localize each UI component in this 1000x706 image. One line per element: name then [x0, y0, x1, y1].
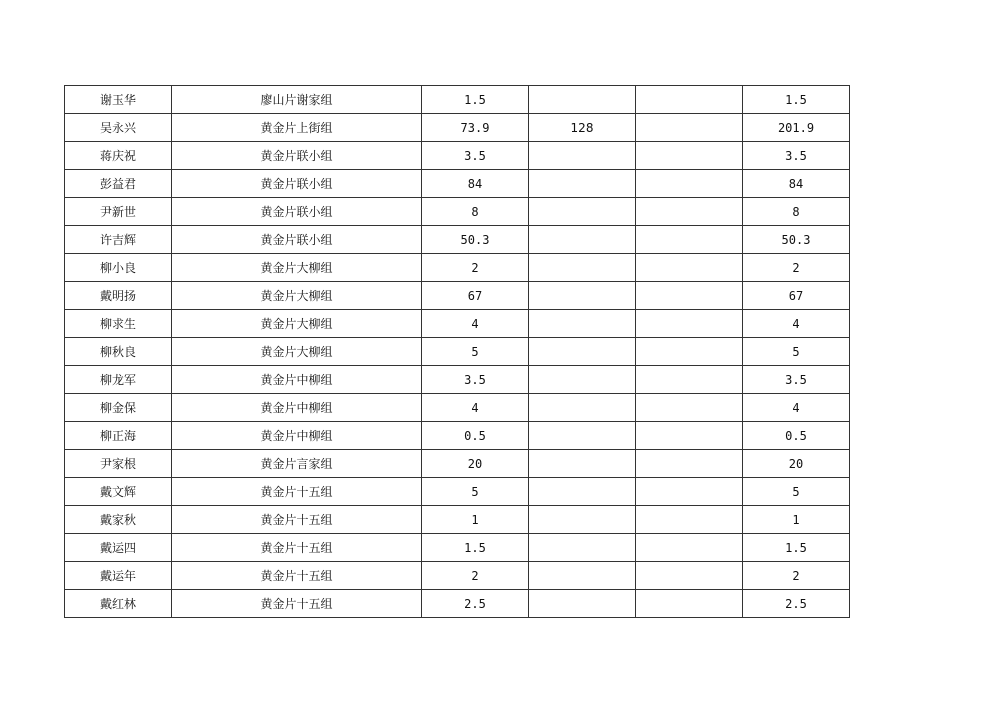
total-cell: 2 — [743, 254, 850, 282]
table-row — [65, 86, 850, 114]
value-b-cell — [529, 366, 636, 394]
total-cell: 1.5 — [743, 86, 850, 114]
total-cell: 5 — [743, 338, 850, 366]
name-cell: 柳正海 — [65, 422, 172, 450]
name-cell: 吴永兴 — [65, 114, 172, 142]
value-a-cell: 4 — [422, 310, 529, 338]
location-cell: 黄金片联小组 — [172, 170, 422, 198]
value-a-cell: 73.9 — [422, 114, 529, 142]
value-b-cell — [529, 170, 636, 198]
location-cell: 黄金片大柳组 — [172, 310, 422, 338]
total-cell: 201.9 — [743, 114, 850, 142]
table-row — [65, 562, 850, 590]
value-a-cell: 1.5 — [422, 86, 529, 114]
total-cell: 8 — [743, 198, 850, 226]
table-row — [65, 310, 850, 338]
table-row — [65, 338, 850, 366]
value-c-cell — [636, 86, 743, 114]
name-cell: 柳龙军 — [65, 366, 172, 394]
name-cell: 戴红林 — [65, 590, 172, 618]
value-b-cell — [529, 534, 636, 562]
value-c-cell — [636, 198, 743, 226]
location-cell: 黄金片十五组 — [172, 478, 422, 506]
name-cell: 戴文辉 — [65, 478, 172, 506]
name-cell: 彭益君 — [65, 170, 172, 198]
value-c-cell — [636, 366, 743, 394]
name-cell: 柳小良 — [65, 254, 172, 282]
total-cell: 3.5 — [743, 142, 850, 170]
value-c-cell — [636, 170, 743, 198]
name-cell: 戴家秋 — [65, 506, 172, 534]
location-cell: 黄金片十五组 — [172, 590, 422, 618]
total-cell: 67 — [743, 282, 850, 310]
value-c-cell — [636, 114, 743, 142]
location-cell: 黄金片中柳组 — [172, 422, 422, 450]
table-row — [65, 114, 850, 142]
value-b-cell — [529, 394, 636, 422]
value-a-cell: 5 — [422, 478, 529, 506]
value-b-cell — [529, 198, 636, 226]
value-c-cell — [636, 450, 743, 478]
total-cell: 84 — [743, 170, 850, 198]
value-a-cell: 0.5 — [422, 422, 529, 450]
value-c-cell — [636, 478, 743, 506]
name-cell: 戴运年 — [65, 562, 172, 590]
location-cell: 黄金片大柳组 — [172, 338, 422, 366]
total-cell: 2 — [743, 562, 850, 590]
table-row — [65, 478, 850, 506]
table-row — [65, 142, 850, 170]
total-cell: 1 — [743, 506, 850, 534]
name-cell: 蒋庆祝 — [65, 142, 172, 170]
table-row — [65, 590, 850, 618]
value-b-cell: 128 — [529, 114, 636, 142]
table-row — [65, 506, 850, 534]
name-cell: 许吉辉 — [65, 226, 172, 254]
value-b-cell — [529, 86, 636, 114]
total-cell: 0.5 — [743, 422, 850, 450]
table-row — [65, 282, 850, 310]
name-cell: 戴运四 — [65, 534, 172, 562]
name-cell: 尹新世 — [65, 198, 172, 226]
value-a-cell: 2 — [422, 254, 529, 282]
value-a-cell: 3.5 — [422, 142, 529, 170]
value-b-cell — [529, 338, 636, 366]
value-b-cell — [529, 226, 636, 254]
value-a-cell: 20 — [422, 450, 529, 478]
table-row — [65, 534, 850, 562]
name-cell: 柳金保 — [65, 394, 172, 422]
value-b-cell — [529, 590, 636, 618]
value-b-cell — [529, 478, 636, 506]
table-row — [65, 394, 850, 422]
value-a-cell: 5 — [422, 338, 529, 366]
value-c-cell — [636, 590, 743, 618]
total-cell: 5 — [743, 478, 850, 506]
location-cell: 黄金片上街组 — [172, 114, 422, 142]
location-cell: 黄金片中柳组 — [172, 366, 422, 394]
total-cell: 4 — [743, 310, 850, 338]
location-cell: 黄金片十五组 — [172, 534, 422, 562]
table-row — [65, 422, 850, 450]
total-cell: 4 — [743, 394, 850, 422]
total-cell: 50.3 — [743, 226, 850, 254]
value-a-cell: 1.5 — [422, 534, 529, 562]
location-cell: 黄金片大柳组 — [172, 254, 422, 282]
value-c-cell — [636, 282, 743, 310]
table-row — [65, 366, 850, 394]
table-row — [65, 450, 850, 478]
value-a-cell: 50.3 — [422, 226, 529, 254]
name-cell: 尹家根 — [65, 450, 172, 478]
location-cell: 黄金片中柳组 — [172, 394, 422, 422]
location-cell: 黄金片联小组 — [172, 226, 422, 254]
name-cell: 柳求生 — [65, 310, 172, 338]
value-a-cell: 2.5 — [422, 590, 529, 618]
location-cell: 黄金片十五组 — [172, 506, 422, 534]
value-b-cell — [529, 562, 636, 590]
value-a-cell: 8 — [422, 198, 529, 226]
value-a-cell: 1 — [422, 506, 529, 534]
value-b-cell — [529, 422, 636, 450]
name-cell: 谢玉华 — [65, 86, 172, 114]
value-b-cell — [529, 450, 636, 478]
value-c-cell — [636, 226, 743, 254]
location-cell: 廖山片谢家组 — [172, 86, 422, 114]
value-c-cell — [636, 422, 743, 450]
value-b-cell — [529, 282, 636, 310]
value-b-cell — [529, 506, 636, 534]
value-b-cell — [529, 142, 636, 170]
value-a-cell: 2 — [422, 562, 529, 590]
table-row — [65, 170, 850, 198]
value-a-cell: 3.5 — [422, 366, 529, 394]
location-cell: 黄金片言家组 — [172, 450, 422, 478]
name-cell: 戴明扬 — [65, 282, 172, 310]
table-row — [65, 254, 850, 282]
table-row — [65, 198, 850, 226]
total-cell: 2.5 — [743, 590, 850, 618]
name-cell: 柳秋良 — [65, 338, 172, 366]
location-cell: 黄金片联小组 — [172, 198, 422, 226]
value-c-cell — [636, 534, 743, 562]
total-cell: 1.5 — [743, 534, 850, 562]
value-c-cell — [636, 506, 743, 534]
value-c-cell — [636, 338, 743, 366]
value-c-cell — [636, 562, 743, 590]
location-cell: 黄金片大柳组 — [172, 282, 422, 310]
value-b-cell — [529, 254, 636, 282]
location-cell: 黄金片十五组 — [172, 562, 422, 590]
value-c-cell — [636, 394, 743, 422]
value-a-cell: 84 — [422, 170, 529, 198]
value-a-cell: 4 — [422, 394, 529, 422]
total-cell: 20 — [743, 450, 850, 478]
table-body — [65, 86, 850, 618]
value-c-cell — [636, 142, 743, 170]
value-b-cell — [529, 310, 636, 338]
table-row — [65, 226, 850, 254]
location-cell: 黄金片联小组 — [172, 142, 422, 170]
total-cell: 3.5 — [743, 366, 850, 394]
value-c-cell — [636, 254, 743, 282]
data-table — [64, 85, 850, 618]
value-a-cell: 67 — [422, 282, 529, 310]
value-c-cell — [636, 310, 743, 338]
